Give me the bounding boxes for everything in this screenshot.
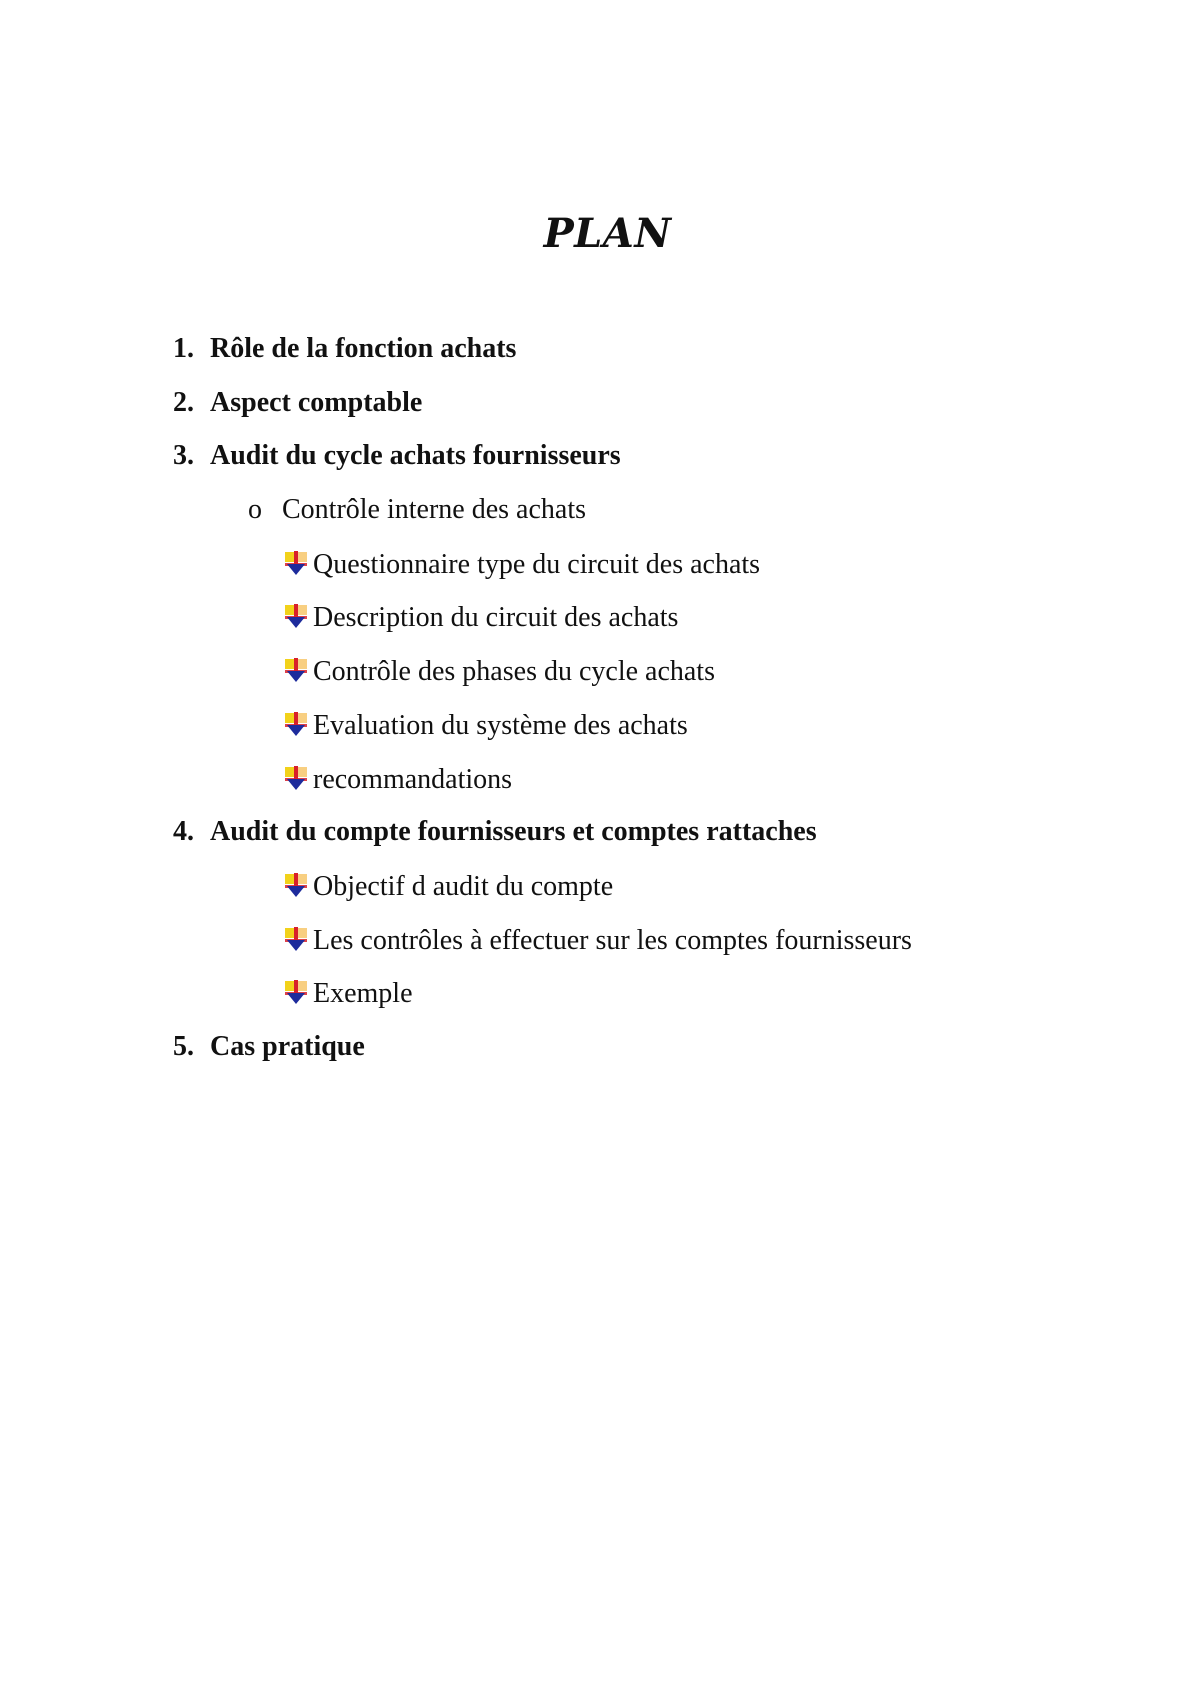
list-item bbox=[283, 979, 413, 1008]
section-label: Rôle de la fonction achats bbox=[210, 333, 517, 364]
list-item bbox=[283, 872, 613, 901]
down-arrow-bullet-icon bbox=[283, 979, 309, 1005]
section-2 bbox=[173, 389, 422, 417]
list-item bbox=[283, 550, 760, 579]
down-arrow-bullet-icon bbox=[283, 603, 309, 629]
down-arrow-bullet-icon bbox=[283, 657, 309, 683]
section-label: Aspect comptable bbox=[210, 387, 423, 418]
list-item-label: Les contrôles à effectuer sur les comptes fournisseurs bbox=[313, 925, 912, 956]
down-arrow-bullet-icon bbox=[283, 872, 309, 898]
list-item-label: Description du circuit des achats bbox=[313, 602, 679, 633]
down-arrow-bullet-icon bbox=[283, 711, 309, 737]
down-arrow-bullet-icon bbox=[283, 765, 309, 791]
down-arrow-bullet-icon bbox=[283, 550, 309, 576]
section-number: 2. bbox=[173, 387, 194, 418]
section-label: Cas pratique bbox=[210, 1031, 365, 1062]
section-3 bbox=[173, 442, 621, 470]
section-number: 1. bbox=[173, 333, 194, 364]
list-item-label: Questionnaire type du circuit des achats bbox=[313, 549, 761, 580]
list-item-label: Exemple bbox=[313, 978, 413, 1009]
down-arrow-bullet-icon bbox=[283, 926, 309, 952]
list-item bbox=[283, 926, 912, 955]
section-number: 5. bbox=[173, 1031, 194, 1062]
list-item-label: Contrôle des phases du cycle achats bbox=[313, 656, 715, 687]
section-number: 3. bbox=[173, 440, 194, 471]
list-item bbox=[283, 711, 688, 740]
list-item bbox=[283, 603, 678, 632]
circle-bullet-icon: o bbox=[248, 494, 262, 525]
section-4 bbox=[173, 818, 817, 846]
list-item bbox=[283, 657, 715, 686]
list-item-label: Objectif d audit du compte bbox=[313, 871, 614, 902]
page-title: PLAN bbox=[543, 210, 672, 257]
section-5 bbox=[173, 1033, 365, 1061]
section-number: 4. bbox=[173, 816, 194, 847]
section-label: Audit du cycle achats fournisseurs bbox=[210, 440, 621, 471]
section-1 bbox=[173, 335, 516, 363]
list-item-label: Evaluation du système des achats bbox=[313, 710, 688, 741]
section-label: Audit du compte fournisseurs et comptes rattaches bbox=[210, 816, 817, 847]
list-item bbox=[283, 765, 512, 794]
section-3-sub-item bbox=[248, 496, 586, 524]
sub-item-label: Contrôle interne des achats bbox=[282, 494, 587, 525]
list-item-label: recommandations bbox=[313, 764, 513, 795]
